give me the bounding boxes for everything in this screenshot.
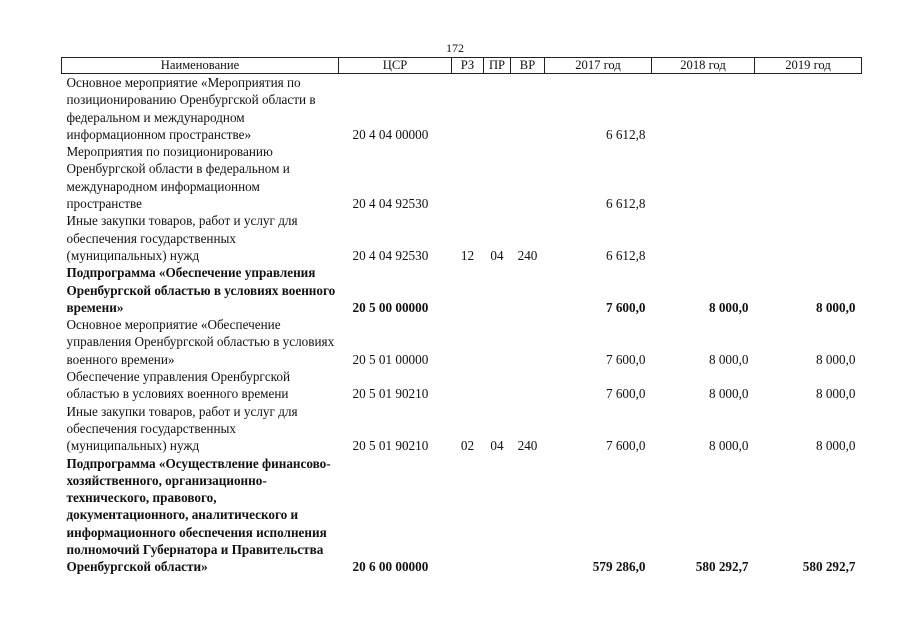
header-rz: РЗ — [452, 58, 484, 74]
cell-csr: 20 5 00 00000 — [352, 299, 429, 315]
cell-name: Подпрограмма «Обеспечение управления Оренбургской областью в условиях военного времени» — [66, 265, 336, 315]
cell-vr — [511, 74, 545, 144]
cell-2019: 8 000,0 — [815, 299, 856, 315]
header-csr: ЦСР — [339, 58, 452, 74]
cell-2019 — [755, 212, 862, 264]
table-row — [62, 143, 862, 212]
cell-rz — [452, 368, 484, 403]
header-2018: 2018 год — [652, 58, 755, 74]
cell-rz: 12 — [460, 247, 475, 263]
cell-name: Основное мероприятие «Обеспечение управления Оренбургской областью в условиях военного времени» — [66, 317, 335, 367]
cell-vr: 240 — [517, 247, 538, 263]
cell-pr — [484, 264, 511, 316]
cell-2018 — [652, 74, 755, 144]
cell-pr — [484, 143, 511, 212]
cell-vr: 240 — [517, 438, 538, 454]
cell-pr — [484, 368, 511, 403]
cell-2017: 7 600,0 — [605, 386, 646, 402]
cell-csr: 20 5 01 90210 — [352, 438, 429, 454]
cell-2017: 6 612,8 — [605, 247, 646, 263]
cell-2019: 8 000,0 — [815, 438, 856, 454]
cell-vr — [511, 143, 545, 212]
table-row-subprogram — [62, 264, 862, 316]
cell-2018: 8 000,0 — [708, 386, 749, 402]
cell-csr: 20 6 00 00000 — [352, 559, 429, 575]
cell-2018 — [652, 212, 755, 264]
header-2017: 2017 год — [545, 58, 652, 74]
cell-2019 — [755, 143, 862, 212]
cell-vr — [511, 264, 545, 316]
cell-2018: 8 000,0 — [708, 438, 749, 454]
table-row — [62, 74, 862, 144]
cell-2017: 7 600,0 — [605, 351, 646, 367]
table-header-row — [62, 58, 862, 74]
cell-pr: 04 — [490, 438, 504, 454]
cell-pr — [484, 455, 511, 576]
table-row — [62, 403, 862, 455]
cell-name: Обеспечение управления Оренбургской областью в условиях военного времени — [66, 369, 291, 402]
cell-rz — [452, 316, 484, 368]
cell-vr — [511, 368, 545, 403]
page-number: 172 — [446, 41, 464, 55]
cell-2017: 6 612,8 — [605, 126, 646, 142]
cell-csr: 20 4 04 00000 — [352, 126, 429, 142]
cell-csr: 20 5 01 00000 — [352, 351, 429, 367]
cell-2017: 6 612,8 — [605, 196, 646, 212]
cell-name: Основное мероприятие «Мероприятия по позиционированию Оренбургской области в федеральном и международном информационном пространстве» — [66, 75, 316, 142]
cell-rz — [452, 74, 484, 144]
cell-csr: 20 4 04 92530 — [352, 247, 429, 263]
cell-2019: 8 000,0 — [815, 351, 856, 367]
cell-csr: 20 5 01 90210 — [352, 386, 429, 402]
cell-pr — [484, 74, 511, 144]
cell-2019: 8 000,0 — [815, 386, 856, 402]
cell-2018 — [652, 143, 755, 212]
cell-2017: 579 286,0 — [592, 559, 646, 575]
cell-rz — [452, 143, 484, 212]
budget-table — [61, 57, 862, 576]
cell-2018: 580 292,7 — [695, 559, 749, 575]
cell-vr — [511, 455, 545, 576]
cell-2018: 8 000,0 — [708, 351, 749, 367]
cell-name: Иные закупки товаров, работ и услуг для обеспечения государственных (муниципальных) нужд — [66, 213, 298, 263]
table-row-subprogram — [62, 455, 862, 576]
header-name: Наименование — [62, 58, 339, 74]
cell-2018: 8 000,0 — [708, 299, 749, 315]
cell-2019 — [755, 74, 862, 144]
header-2019: 2019 год — [755, 58, 862, 74]
cell-name: Мероприятия по позиционированию Оренбургской области в федеральном и международном информационном пространстве — [66, 144, 290, 212]
cell-2017: 7 600,0 — [605, 299, 646, 315]
header-vr: ВР — [511, 58, 545, 74]
cell-rz — [452, 455, 484, 576]
cell-rz — [452, 264, 484, 316]
cell-csr: 20 4 04 92530 — [352, 196, 429, 212]
table-row — [62, 368, 862, 403]
cell-2019: 580 292,7 — [802, 559, 856, 575]
header-pr: ПР — [484, 58, 511, 74]
cell-name: Иные закупки товаров, работ и услуг для обеспечения государственных (муниципальных) нужд — [66, 403, 298, 454]
cell-name: Подпрограмма «Осуществление финансово-хозяйственного, организационно-технического, правового, документационного, аналитического и информационного обеспечения исполнения полномочий Губернатора и Правительства Оренбургской области» — [66, 455, 331, 575]
cell-2017: 7 600,0 — [605, 438, 646, 454]
cell-rz: 02 — [460, 438, 475, 454]
table-row — [62, 316, 862, 368]
cell-vr — [511, 316, 545, 368]
cell-pr — [484, 316, 511, 368]
cell-pr: 04 — [490, 247, 504, 263]
table-row — [62, 212, 862, 264]
